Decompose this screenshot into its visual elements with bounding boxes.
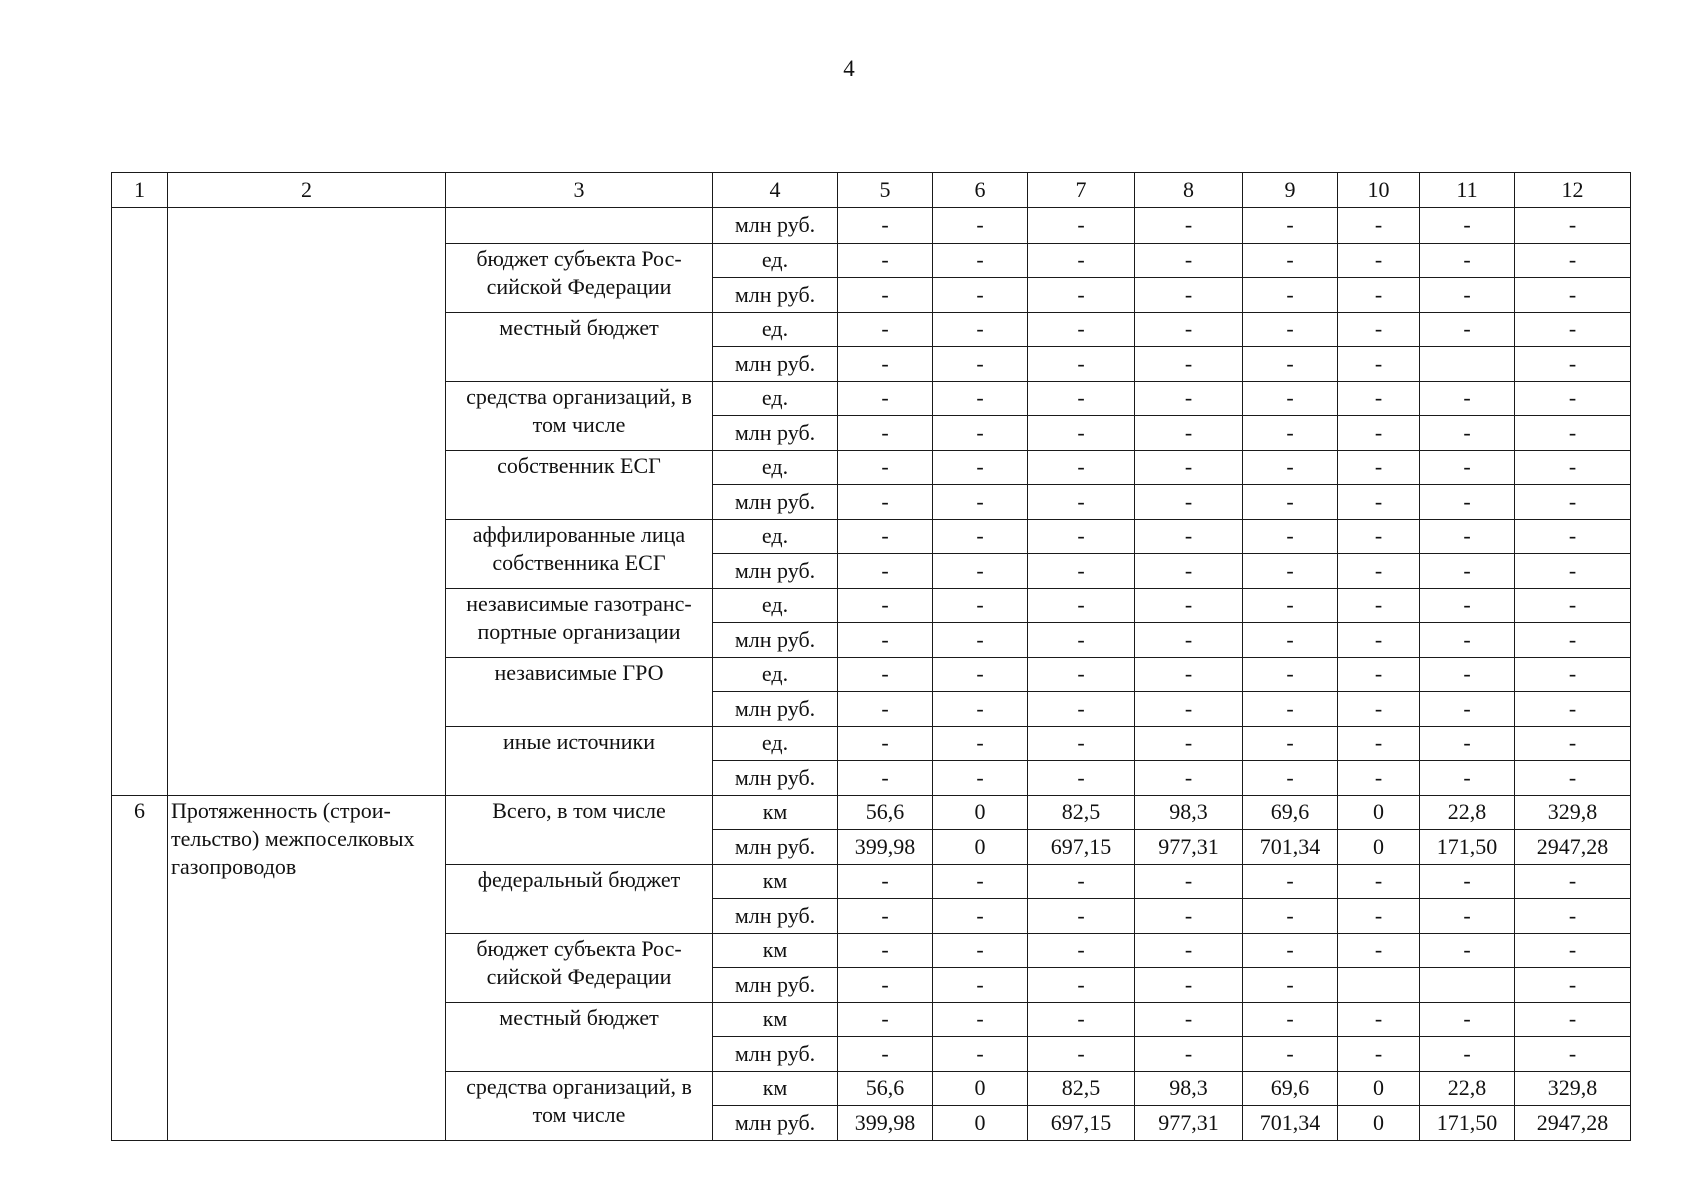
- value-cell: 399,98: [838, 830, 933, 865]
- value-cell: 171,50: [1420, 830, 1515, 865]
- value-cell: -: [1243, 485, 1338, 520]
- value-cell: -: [1243, 312, 1338, 347]
- value-cell: 0: [1338, 1106, 1420, 1141]
- value-cell: -: [1338, 933, 1420, 968]
- value-cell: -: [838, 312, 933, 347]
- value-cell: -: [1420, 657, 1515, 692]
- unit-cell: млн руб.: [713, 692, 838, 727]
- column-header-8: 8: [1135, 173, 1243, 208]
- funding-source: местный бюджет: [446, 1002, 713, 1071]
- value-cell: -: [1135, 588, 1243, 623]
- funding-source: средства организаций, в том числе: [446, 1071, 713, 1140]
- funding-source: независимые газотранс- портные организации: [446, 588, 713, 657]
- value-cell: -: [1135, 554, 1243, 589]
- column-header-12: 12: [1515, 173, 1631, 208]
- unit-cell: ед.: [713, 243, 838, 278]
- value-cell: -: [1338, 208, 1420, 244]
- unit-cell: ед.: [713, 726, 838, 761]
- value-cell: -: [933, 519, 1028, 554]
- value-cell: -: [838, 761, 933, 796]
- value-cell: -: [838, 347, 933, 382]
- unit-cell: ед.: [713, 450, 838, 485]
- value-cell: 2947,28: [1515, 830, 1631, 865]
- value-cell: -: [1243, 899, 1338, 934]
- value-cell: -: [1135, 243, 1243, 278]
- value-cell: -: [1028, 657, 1135, 692]
- value-cell: -: [1420, 312, 1515, 347]
- value-cell: 82,5: [1028, 795, 1135, 830]
- unit-cell: млн руб.: [713, 1037, 838, 1072]
- value-cell: -: [933, 657, 1028, 692]
- value-cell: -: [1338, 450, 1420, 485]
- value-cell: 329,8: [1515, 795, 1631, 830]
- value-cell: -: [1515, 968, 1631, 1003]
- value-cell: -: [1028, 278, 1135, 313]
- value-cell: -: [1515, 554, 1631, 589]
- table-row: [112, 208, 1631, 244]
- value-cell: -: [933, 726, 1028, 761]
- value-cell: -: [1515, 1037, 1631, 1072]
- value-cell: -: [1420, 1037, 1515, 1072]
- unit-cell: ед.: [713, 519, 838, 554]
- value-cell: -: [933, 450, 1028, 485]
- value-cell: -: [1135, 761, 1243, 796]
- value-cell: -: [1243, 692, 1338, 727]
- value-cell: -: [933, 278, 1028, 313]
- unit-cell: млн руб.: [713, 1106, 838, 1141]
- value-cell: -: [1515, 588, 1631, 623]
- value-cell: 0: [933, 795, 1028, 830]
- unit-cell: млн руб.: [713, 623, 838, 658]
- value-cell: -: [933, 485, 1028, 520]
- value-cell: -: [838, 1037, 933, 1072]
- value-cell: -: [838, 933, 933, 968]
- unit-cell: млн руб.: [713, 485, 838, 520]
- value-cell: -: [933, 933, 1028, 968]
- value-cell: -: [1243, 347, 1338, 382]
- value-cell: -: [838, 899, 933, 934]
- value-cell: -: [838, 416, 933, 451]
- value-cell: -: [838, 381, 933, 416]
- value-cell: -: [838, 588, 933, 623]
- value-cell: -: [1135, 933, 1243, 968]
- value-cell: -: [838, 208, 933, 244]
- value-cell: [1420, 968, 1515, 1003]
- unit-cell: млн руб.: [713, 761, 838, 796]
- value-cell: 0: [1338, 1071, 1420, 1106]
- page-number: 4: [843, 56, 855, 81]
- value-cell: -: [1338, 657, 1420, 692]
- value-cell: -: [838, 657, 933, 692]
- value-cell: -: [933, 312, 1028, 347]
- value-cell: -: [838, 519, 933, 554]
- funding-source: средства организаций, в том числе: [446, 381, 713, 450]
- value-cell: -: [1420, 519, 1515, 554]
- value-cell: -: [933, 692, 1028, 727]
- value-cell: -: [1515, 312, 1631, 347]
- funding-source: бюджет субъекта Рос- сийской Федерации: [446, 933, 713, 1002]
- funding-source: независимые ГРО: [446, 657, 713, 726]
- value-cell: -: [1515, 450, 1631, 485]
- value-cell: -: [933, 416, 1028, 451]
- value-cell: -: [838, 554, 933, 589]
- value-cell: -: [1515, 347, 1631, 382]
- funding-source: [446, 208, 713, 244]
- value-cell: -: [1135, 450, 1243, 485]
- unit-cell: ед.: [713, 381, 838, 416]
- value-cell: -: [1338, 864, 1420, 899]
- value-cell: 329,8: [1515, 1071, 1631, 1106]
- value-cell: -: [1338, 588, 1420, 623]
- table-row: [112, 795, 1631, 830]
- value-cell: -: [1243, 554, 1338, 589]
- value-cell: -: [1420, 588, 1515, 623]
- unit-cell: млн руб.: [713, 278, 838, 313]
- value-cell: -: [1135, 416, 1243, 451]
- value-cell: -: [1028, 726, 1135, 761]
- value-cell: 0: [1338, 830, 1420, 865]
- value-cell: 69,6: [1243, 795, 1338, 830]
- column-header-2: 2: [168, 173, 446, 208]
- column-header-7: 7: [1028, 173, 1135, 208]
- value-cell: -: [1243, 450, 1338, 485]
- value-cell: -: [1515, 485, 1631, 520]
- value-cell: -: [1243, 278, 1338, 313]
- value-cell: -: [933, 347, 1028, 382]
- unit-cell: ед.: [713, 657, 838, 692]
- value-cell: -: [1515, 623, 1631, 658]
- indicator-name: Протяженность (строи- тельство) межпоселковых газопроводов: [168, 795, 446, 1140]
- value-cell: -: [933, 208, 1028, 244]
- value-cell: -: [1515, 278, 1631, 313]
- value-cell: -: [1515, 243, 1631, 278]
- column-header-6: 6: [933, 173, 1028, 208]
- value-cell: -: [838, 278, 933, 313]
- value-cell: -: [1515, 519, 1631, 554]
- value-cell: -: [1515, 381, 1631, 416]
- value-cell: -: [1515, 416, 1631, 451]
- value-cell: -: [1135, 1037, 1243, 1072]
- value-cell: 701,34: [1243, 1106, 1338, 1141]
- value-cell: -: [1028, 450, 1135, 485]
- value-cell: 2947,28: [1515, 1106, 1631, 1141]
- column-header-10: 10: [1338, 173, 1420, 208]
- row-number: [112, 208, 168, 796]
- value-cell: 98,3: [1135, 795, 1243, 830]
- funding-source: аффилированные лица собственника ЕСГ: [446, 519, 713, 588]
- value-cell: -: [1515, 864, 1631, 899]
- value-cell: -: [1243, 416, 1338, 451]
- value-cell: -: [1028, 899, 1135, 934]
- program-indicators-table: [111, 172, 1631, 1141]
- value-cell: -: [1338, 761, 1420, 796]
- value-cell: -: [1515, 657, 1631, 692]
- value-cell: -: [1028, 519, 1135, 554]
- value-cell: -: [1420, 554, 1515, 589]
- value-cell: -: [1420, 692, 1515, 727]
- value-cell: -: [933, 1037, 1028, 1072]
- value-cell: 82,5: [1028, 1071, 1135, 1106]
- value-cell: 22,8: [1420, 1071, 1515, 1106]
- column-header-11: 11: [1420, 173, 1515, 208]
- column-header-3: 3: [446, 173, 713, 208]
- value-cell: -: [1243, 519, 1338, 554]
- value-cell: -: [1028, 243, 1135, 278]
- unit-cell: км: [713, 933, 838, 968]
- value-cell: -: [1243, 968, 1338, 1003]
- value-cell: [1338, 968, 1420, 1003]
- value-cell: -: [1028, 692, 1135, 727]
- value-cell: -: [1420, 243, 1515, 278]
- value-cell: 0: [933, 1106, 1028, 1141]
- value-cell: -: [1338, 899, 1420, 934]
- value-cell: -: [1028, 968, 1135, 1003]
- value-cell: -: [933, 1002, 1028, 1037]
- value-cell: -: [1135, 623, 1243, 658]
- value-cell: 697,15: [1028, 830, 1135, 865]
- value-cell: -: [1135, 347, 1243, 382]
- value-cell: -: [933, 623, 1028, 658]
- value-cell: -: [1028, 347, 1135, 382]
- value-cell: 69,6: [1243, 1071, 1338, 1106]
- value-cell: 0: [933, 1071, 1028, 1106]
- value-cell: -: [1243, 623, 1338, 658]
- value-cell: -: [1338, 1037, 1420, 1072]
- value-cell: 977,31: [1135, 830, 1243, 865]
- value-cell: -: [1135, 899, 1243, 934]
- column-header-5: 5: [838, 173, 933, 208]
- value-cell: 56,6: [838, 1071, 933, 1106]
- value-cell: -: [838, 485, 933, 520]
- value-cell: -: [1243, 588, 1338, 623]
- value-cell: -: [1243, 761, 1338, 796]
- value-cell: -: [1515, 208, 1631, 244]
- value-cell: -: [1243, 933, 1338, 968]
- value-cell: -: [1243, 243, 1338, 278]
- value-cell: -: [1028, 208, 1135, 244]
- value-cell: -: [1243, 208, 1338, 244]
- value-cell: -: [933, 243, 1028, 278]
- value-cell: 22,8: [1420, 795, 1515, 830]
- unit-cell: млн руб.: [713, 899, 838, 934]
- value-cell: -: [933, 554, 1028, 589]
- value-cell: [1420, 347, 1515, 382]
- value-cell: -: [1515, 1002, 1631, 1037]
- value-cell: -: [1028, 623, 1135, 658]
- value-cell: -: [1338, 726, 1420, 761]
- value-cell: -: [1338, 1002, 1420, 1037]
- value-cell: 977,31: [1135, 1106, 1243, 1141]
- header-row: [112, 173, 1631, 208]
- value-cell: -: [1135, 692, 1243, 727]
- value-cell: -: [933, 968, 1028, 1003]
- value-cell: 0: [1338, 795, 1420, 830]
- value-cell: -: [1338, 278, 1420, 313]
- value-cell: -: [1515, 761, 1631, 796]
- value-cell: -: [1028, 933, 1135, 968]
- value-cell: -: [1515, 899, 1631, 934]
- value-cell: -: [1338, 347, 1420, 382]
- value-cell: -: [1135, 864, 1243, 899]
- value-cell: -: [1243, 381, 1338, 416]
- value-cell: -: [1135, 278, 1243, 313]
- value-cell: -: [1028, 485, 1135, 520]
- value-cell: -: [1338, 519, 1420, 554]
- value-cell: -: [1028, 864, 1135, 899]
- value-cell: -: [838, 692, 933, 727]
- unit-cell: млн руб.: [713, 554, 838, 589]
- row-number: 6: [112, 795, 168, 1140]
- value-cell: -: [1028, 416, 1135, 451]
- value-cell: -: [1420, 416, 1515, 451]
- value-cell: -: [1515, 726, 1631, 761]
- unit-cell: млн руб.: [713, 347, 838, 382]
- value-cell: -: [1420, 381, 1515, 416]
- funding-source: местный бюджет: [446, 312, 713, 381]
- value-cell: -: [933, 899, 1028, 934]
- funding-source: федеральный бюджет: [446, 864, 713, 933]
- value-cell: -: [1135, 381, 1243, 416]
- value-cell: -: [838, 450, 933, 485]
- value-cell: -: [933, 588, 1028, 623]
- value-cell: 98,3: [1135, 1071, 1243, 1106]
- value-cell: -: [1338, 554, 1420, 589]
- value-cell: -: [1420, 208, 1515, 244]
- value-cell: -: [1028, 761, 1135, 796]
- value-cell: -: [838, 1002, 933, 1037]
- value-cell: -: [1515, 692, 1631, 727]
- value-cell: -: [1338, 312, 1420, 347]
- unit-cell: км: [713, 1071, 838, 1106]
- value-cell: -: [1243, 864, 1338, 899]
- value-cell: -: [1028, 381, 1135, 416]
- unit-cell: млн руб.: [713, 416, 838, 451]
- value-cell: -: [1028, 312, 1135, 347]
- funding-source: иные источники: [446, 726, 713, 795]
- value-cell: -: [1135, 312, 1243, 347]
- value-cell: -: [1135, 519, 1243, 554]
- unit-cell: млн руб.: [713, 968, 838, 1003]
- value-cell: -: [1420, 761, 1515, 796]
- value-cell: -: [1338, 416, 1420, 451]
- unit-cell: ед.: [713, 588, 838, 623]
- value-cell: -: [1420, 485, 1515, 520]
- value-cell: -: [1135, 208, 1243, 244]
- value-cell: -: [1243, 1037, 1338, 1072]
- value-cell: -: [1243, 726, 1338, 761]
- value-cell: -: [1028, 554, 1135, 589]
- value-cell: -: [1135, 485, 1243, 520]
- value-cell: -: [838, 864, 933, 899]
- funding-source: собственник ЕСГ: [446, 450, 713, 519]
- value-cell: -: [1420, 1002, 1515, 1037]
- value-cell: -: [1243, 657, 1338, 692]
- funding-source: бюджет субъекта Рос- сийской Федерации: [446, 243, 713, 312]
- value-cell: -: [1338, 381, 1420, 416]
- indicator-name: [168, 208, 446, 796]
- value-cell: -: [933, 381, 1028, 416]
- value-cell: -: [838, 243, 933, 278]
- value-cell: -: [1420, 726, 1515, 761]
- column-header-1: 1: [112, 173, 168, 208]
- value-cell: 701,34: [1243, 830, 1338, 865]
- unit-cell: ед.: [713, 312, 838, 347]
- value-cell: 697,15: [1028, 1106, 1135, 1141]
- unit-cell: км: [713, 1002, 838, 1037]
- funding-source: Всего, в том числе: [446, 795, 713, 864]
- value-cell: -: [1243, 1002, 1338, 1037]
- value-cell: 0: [933, 830, 1028, 865]
- value-cell: -: [1420, 899, 1515, 934]
- value-cell: -: [838, 726, 933, 761]
- unit-cell: млн руб.: [713, 830, 838, 865]
- value-cell: -: [1028, 1037, 1135, 1072]
- value-cell: -: [933, 761, 1028, 796]
- column-header-4: 4: [713, 173, 838, 208]
- value-cell: 171,50: [1420, 1106, 1515, 1141]
- value-cell: 399,98: [838, 1106, 933, 1141]
- value-cell: -: [1135, 1002, 1243, 1037]
- column-header-9: 9: [1243, 173, 1338, 208]
- value-cell: -: [1420, 623, 1515, 658]
- value-cell: -: [933, 864, 1028, 899]
- value-cell: -: [1420, 864, 1515, 899]
- unit-cell: млн руб.: [713, 208, 838, 244]
- value-cell: -: [1338, 692, 1420, 727]
- value-cell: -: [1028, 1002, 1135, 1037]
- value-cell: -: [1420, 450, 1515, 485]
- unit-cell: км: [713, 795, 838, 830]
- value-cell: -: [1135, 657, 1243, 692]
- value-cell: -: [838, 623, 933, 658]
- value-cell: -: [1420, 278, 1515, 313]
- value-cell: -: [1338, 485, 1420, 520]
- value-cell: -: [1135, 968, 1243, 1003]
- value-cell: -: [1420, 933, 1515, 968]
- value-cell: 56,6: [838, 795, 933, 830]
- value-cell: -: [1338, 243, 1420, 278]
- value-cell: -: [838, 968, 933, 1003]
- unit-cell: км: [713, 864, 838, 899]
- value-cell: -: [1338, 623, 1420, 658]
- value-cell: -: [1515, 933, 1631, 968]
- value-cell: -: [1028, 588, 1135, 623]
- value-cell: -: [1135, 726, 1243, 761]
